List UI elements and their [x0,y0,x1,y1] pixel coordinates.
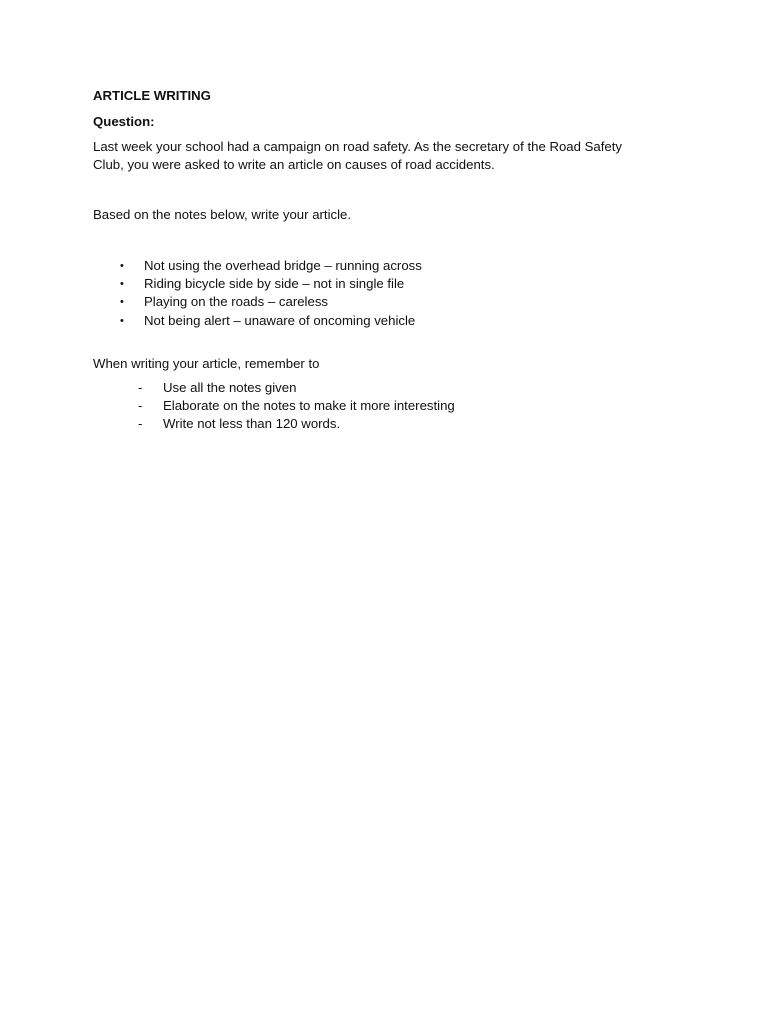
prompt-line-2: Club, you were asked to write an article on causes of road accidents. [93,157,495,172]
note-text: Not using the overhead bridge – running across [144,258,422,273]
list-item [138,397,455,415]
note-text: Riding bicycle side by side – not in single file [144,276,405,292]
note-text: Playing on the roads – careless [144,294,329,310]
list-item [118,312,422,330]
bullet-icon: • [120,278,124,291]
bullet-icon: • [120,296,124,309]
notes-instruction: Based on the notes below, write your article. [93,207,352,222]
bullet-icon: • [120,260,124,272]
list-item [118,257,422,275]
reminder-text: Elaborate on the notes to make it more interesting [163,398,455,414]
document-title: ARTICLE WRITING [93,88,211,103]
reminder-text: Use all the notes given [163,380,297,395]
dash-icon: - [138,380,143,395]
bullet-icon: • [120,314,124,327]
reminders-list [138,379,455,434]
list-item [138,379,455,397]
dash-icon: - [138,398,143,414]
list-item [118,293,422,311]
notes-list [118,257,422,330]
dash-icon: - [138,416,143,432]
question-prompt [93,138,693,174]
list-item [118,275,422,293]
list-item [138,415,455,433]
note-text: Not being alert – unaware of oncoming vehicle [144,312,416,328]
question-label: Question: [93,114,155,129]
prompt-line-1: Last week your school had a campaign on road safety. As the secretary of the Road Safety [93,139,623,154]
reminder-text: Write not less than 120 words. [163,416,341,432]
reminder-intro: When writing your article, remember to [93,356,320,371]
